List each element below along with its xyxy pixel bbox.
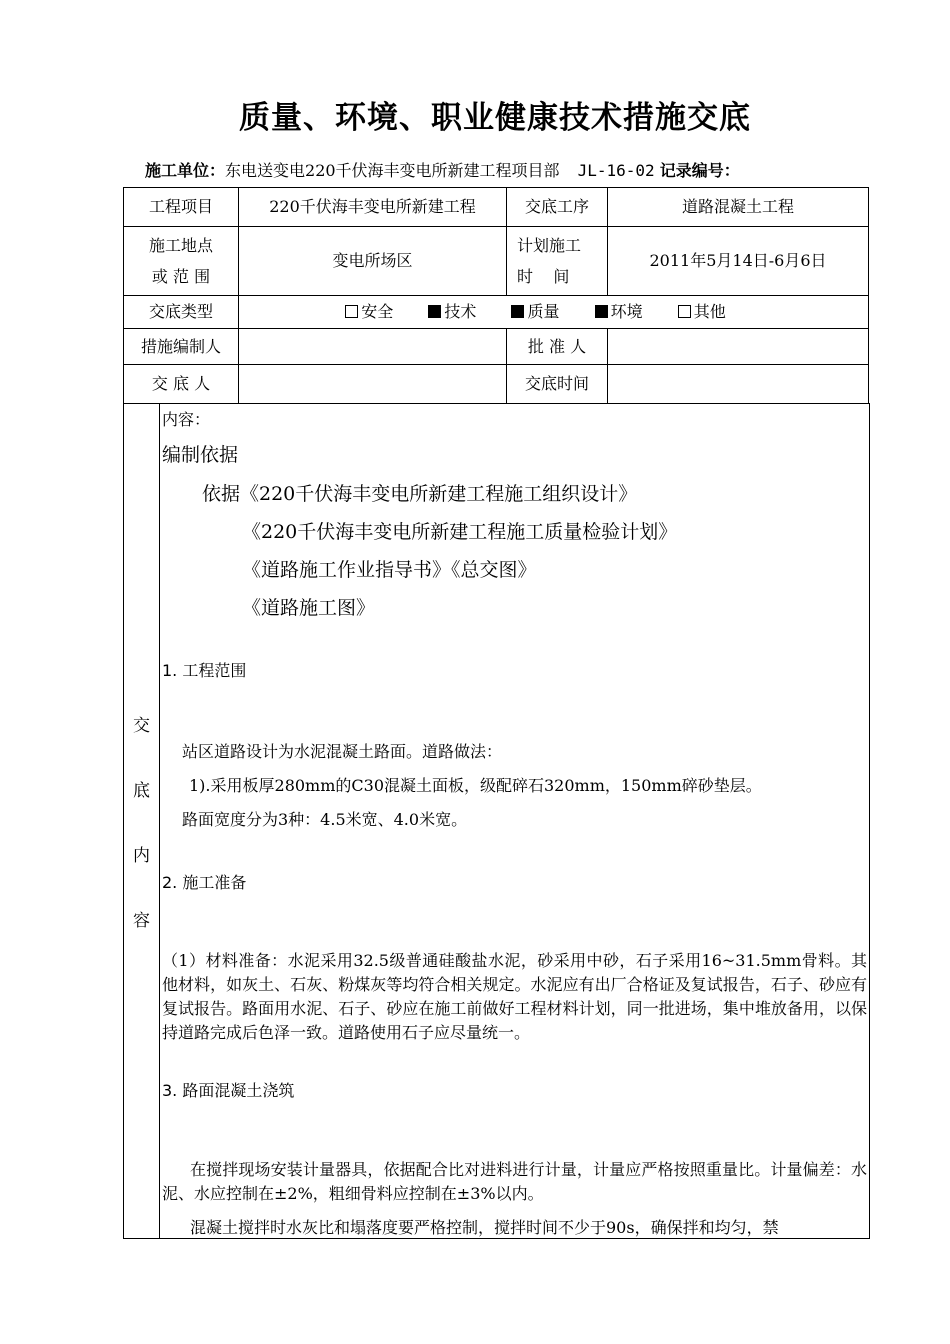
type-environment[interactable] bbox=[595, 296, 643, 328]
section-3-para-2: 混凝土搅拌时水灰比和塌落度要严格控制，搅拌时间不少于90s，确保拌和均匀，禁 bbox=[190, 1218, 779, 1237]
side-char-2: 底 bbox=[133, 781, 150, 801]
basis-line-3: 《道路施工作业指导书》《总交图》 bbox=[242, 559, 537, 581]
unit-label: 施工单位： bbox=[145, 161, 226, 180]
safety-checkbox[interactable] bbox=[345, 305, 358, 318]
basis-line-2: 《220千伏海丰变电所新建工程施工质量检验计划》 bbox=[242, 521, 678, 543]
section-1-para-2: 1).采用板厚280mm的C30混凝土面板，级配碎石320mm，150mm碎砂垫层。 bbox=[189, 776, 762, 795]
handover-time-value[interactable] bbox=[608, 365, 869, 404]
approver-value[interactable] bbox=[608, 329, 869, 365]
plan-time-label-line2: 时 间 bbox=[517, 267, 570, 286]
section-2-heading: 2. 施工准备 bbox=[162, 873, 247, 892]
content-label: 内容： bbox=[162, 410, 211, 429]
location-label-line1: 施工地点 bbox=[148, 236, 213, 255]
section-1-heading: 1. 工程范围 bbox=[162, 661, 247, 680]
unit-value: 东电送变电220千伏海丰变电所新建工程项目部 bbox=[225, 161, 560, 180]
side-char-3: 内 bbox=[133, 846, 150, 866]
plan-time-value: 2011年5月14日-6月6日 bbox=[608, 227, 869, 296]
side-label bbox=[124, 403, 160, 1238]
approver-label: 批 准 人 bbox=[507, 329, 608, 365]
process-label: 交底工序 bbox=[507, 188, 608, 227]
other-checkbox[interactable] bbox=[678, 305, 691, 318]
presenter-value[interactable] bbox=[239, 365, 507, 404]
project-label: 工程项目 bbox=[124, 188, 239, 227]
type-technical-label: 技术 bbox=[444, 302, 477, 321]
section-1-para-1: 站区道路设计为水泥混凝土路面。道路做法： bbox=[182, 742, 503, 761]
section-3-para-1: 在搅拌现场安装计量器具，依据配合比对进料进行计量，计量应严格按照重量比。计量偏差：水泥、水应控制在±2%，粗细骨料应控制在±3%以内。 bbox=[162, 1160, 867, 1203]
project-value: 220千伏海丰变电所新建工程 bbox=[239, 188, 507, 227]
author-label: 措施编制人 bbox=[124, 329, 239, 365]
location-label-line2: 或 范 围 bbox=[151, 267, 211, 286]
type-environment-label: 环境 bbox=[610, 302, 643, 321]
type-checkboxes bbox=[239, 296, 869, 329]
basis-heading: 编制依据 bbox=[162, 444, 239, 466]
side-char-1: 交 bbox=[133, 716, 150, 736]
type-quality[interactable] bbox=[511, 296, 559, 328]
presenter-label: 交 底 人 bbox=[124, 365, 239, 404]
location-value: 变电所场区 bbox=[239, 227, 507, 296]
construction-unit-line bbox=[145, 158, 740, 181]
quality-checkbox[interactable] bbox=[511, 305, 524, 318]
handover-time-label: 交底时间 bbox=[507, 365, 608, 404]
type-other-label: 其他 bbox=[693, 302, 726, 321]
content-section bbox=[123, 403, 870, 1239]
record-number-label: 记录编号： bbox=[659, 161, 740, 180]
plan-time-label-line1: 计划施工 bbox=[517, 236, 582, 255]
basis-line-4: 《道路施工图》 bbox=[242, 597, 376, 619]
type-label: 交底类型 bbox=[124, 296, 239, 329]
author-value[interactable] bbox=[239, 329, 507, 365]
type-technical[interactable] bbox=[428, 296, 476, 328]
environment-checkbox[interactable] bbox=[595, 305, 608, 318]
basis-line-1: 依据《220千伏海丰变电所新建工程施工组织设计》 bbox=[202, 483, 638, 505]
form-code: JL-16-02 bbox=[577, 161, 655, 180]
section-3-heading: 3. 路面混凝土浇筑 bbox=[162, 1081, 295, 1100]
process-value: 道路混凝土工程 bbox=[608, 188, 869, 227]
type-quality-label: 质量 bbox=[527, 302, 560, 321]
plan-time-label bbox=[507, 227, 608, 296]
side-char-4: 容 bbox=[133, 911, 150, 931]
section-2-para-1: （1）材料准备：水泥采用32.5级普通硅酸盐水泥，砂采用中砂，石子采用16~31.5mm骨料。其他材料，如灰土、石灰、粉煤灰等均符合相关规定。水泥应有出厂合格证及复试报告，石子、砂应有复试报告。路面用水泥、石子、砂应在施工前做好工程材料计划，同一批进场，集中堆放备用，以保持道路完成后色泽一致。道路使用石子应尽量统一。 bbox=[162, 951, 867, 1042]
type-other[interactable] bbox=[678, 296, 726, 328]
type-safety-label: 安全 bbox=[361, 302, 394, 321]
technical-checkbox[interactable] bbox=[428, 305, 441, 318]
document-title: 质量、环境、职业健康技术措施交底 bbox=[239, 100, 751, 136]
info-table bbox=[123, 187, 869, 404]
location-label bbox=[124, 227, 239, 296]
section-1-para-3: 路面宽度分为3种：4.5米宽、4.0米宽。 bbox=[182, 810, 468, 829]
type-safety[interactable] bbox=[345, 296, 393, 328]
